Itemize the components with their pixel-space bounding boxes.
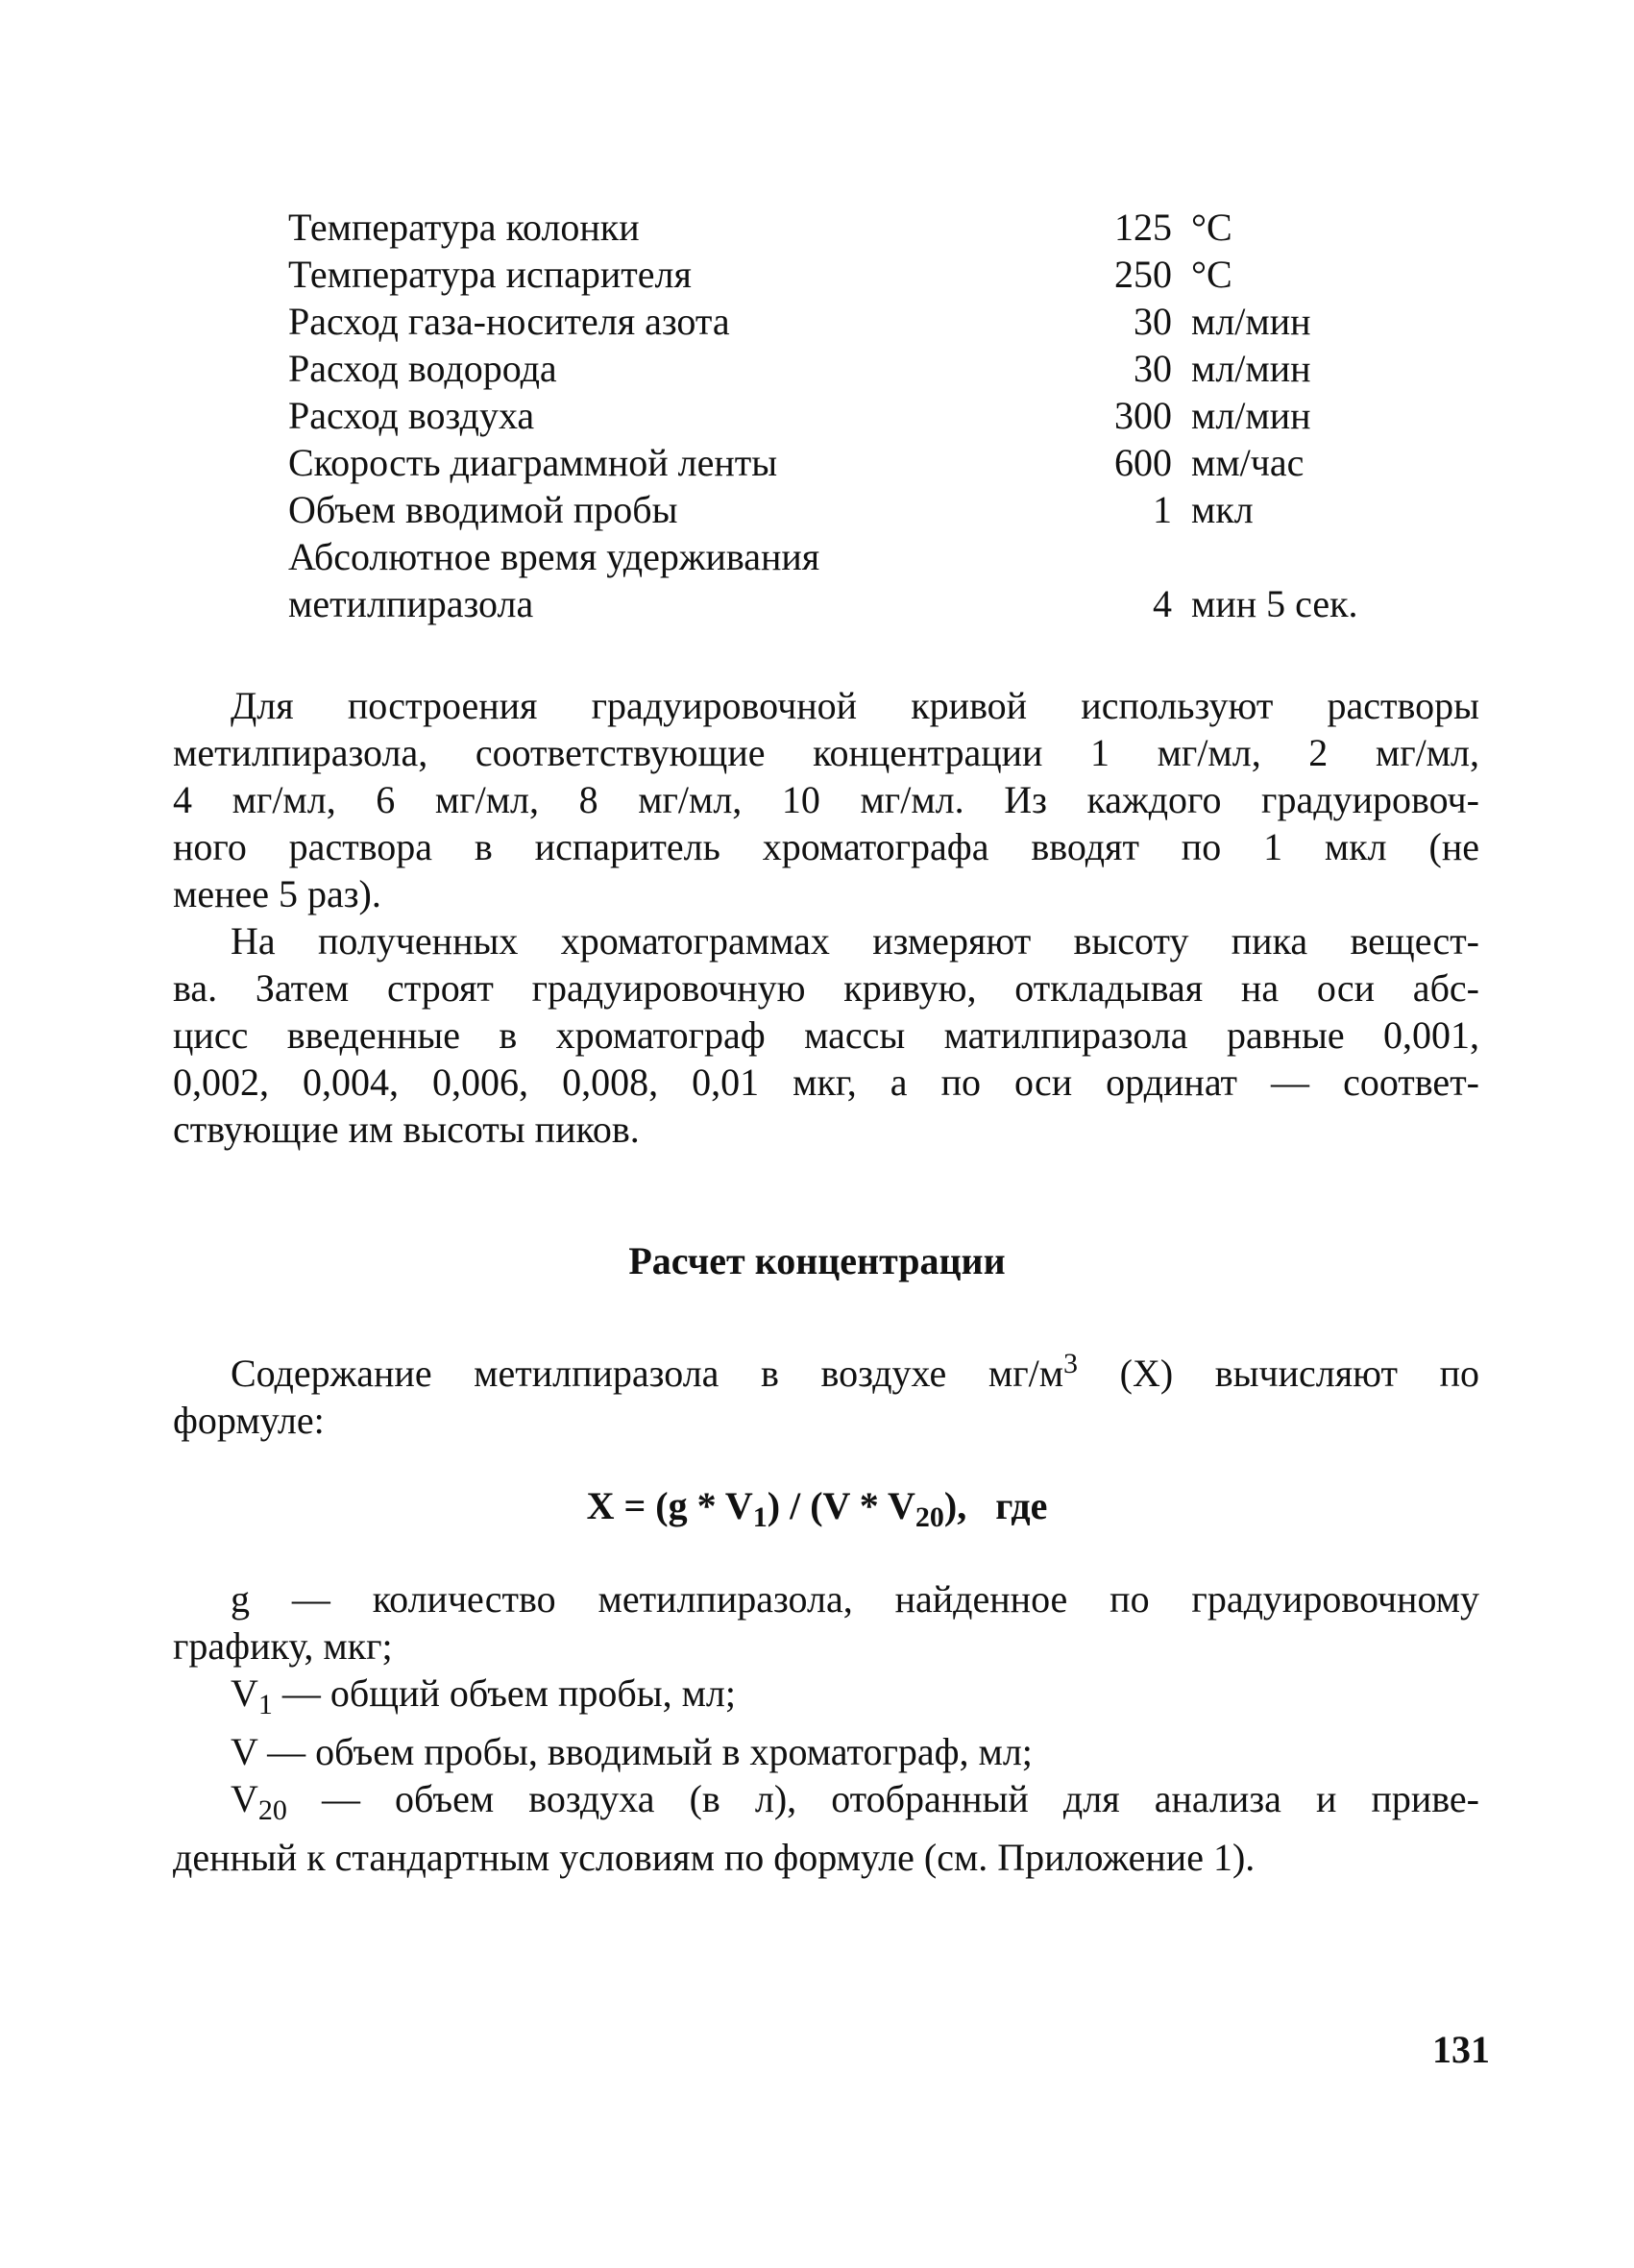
paragraph-line: ва. Затем строят градуировочную кривую, откладывая на оси абс- <box>173 966 1479 1010</box>
parameter-value: 1 <box>1153 488 1172 531</box>
formula-intro-paragraph <box>173 1340 1479 1444</box>
formula-left: X = (g * V <box>586 1484 753 1527</box>
paragraph-line: 0,002, 0,004, 0,006, 0,008, 0,01 мкг, а по оси ординат — соответ- <box>173 1061 1479 1104</box>
parameter-value: 600 <box>1114 441 1172 484</box>
formula-subscript-20: 20 <box>915 1501 944 1533</box>
formula-subscript-1: 1 <box>752 1501 768 1533</box>
parameter-unit: °C <box>1191 206 1232 249</box>
parameter-label: Расход воздуха <box>288 394 535 437</box>
parameter-row <box>288 251 1422 298</box>
parameter-row <box>288 298 1422 345</box>
parameter-unit: °C <box>1191 253 1232 296</box>
v20-symbol: V <box>231 1777 258 1820</box>
parameter-unit: мл/мин <box>1191 347 1311 390</box>
parameter-value: 125 <box>1114 206 1172 249</box>
intro-text-suffix: (X) вычисляют по <box>1078 1352 1480 1395</box>
v20-subscript: 20 <box>257 1794 287 1826</box>
parameter-value: 30 <box>1134 347 1172 390</box>
parameter-row <box>288 486 1422 533</box>
definition-g-continued: графику, мкг; <box>173 1624 393 1668</box>
parameter-value: 4 <box>1153 582 1172 625</box>
paragraph-line: На полученных хроматограммах измеряют высоту пика вещест- <box>231 919 1479 963</box>
v1-subscript: 1 <box>257 1689 273 1720</box>
paragraph-line: цисс введенные в хроматограф массы матилпиразола равные 0,001, <box>173 1013 1479 1057</box>
parameter-unit: мл/мин <box>1191 394 1311 437</box>
parameter-label: Расход газа-носителя азота <box>288 300 730 343</box>
v20-text: — объем воздуха (в л), отобранный для анализа и приве- <box>286 1777 1479 1820</box>
paragraph-line: метилпиразола, соответствующие концентрации 1 мг/мл, 2 мг/мл, <box>173 731 1479 774</box>
definitions-block <box>173 1575 1479 1881</box>
v1-symbol: V <box>231 1671 258 1715</box>
parameters-table <box>288 204 1422 627</box>
paragraph-line: ствующие им высоты пиков. <box>173 1108 640 1151</box>
definition-v1 <box>173 1670 1479 1728</box>
parameter-value: 30 <box>1134 300 1172 343</box>
parameter-label: метилпиразола <box>288 582 534 625</box>
formula-right: ), где <box>943 1484 1048 1527</box>
parameter-unit: мм/час <box>1191 441 1305 484</box>
parameter-row <box>288 439 1422 486</box>
section-heading: Расчет концентрации <box>628 1239 1006 1282</box>
parameter-label: Расход водорода <box>288 347 557 390</box>
parameter-row <box>288 580 1422 627</box>
paragraph-line: 4 мг/мл, 6 мг/мл, 8 мг/мл, 10 мг/мл. Из каждого градуировоч- <box>173 778 1479 821</box>
parameter-value: 300 <box>1114 394 1172 437</box>
unit-exponent: 3 <box>1063 1348 1079 1379</box>
parameter-row <box>288 533 1422 580</box>
parameter-unit: мин 5 сек. <box>1191 582 1358 625</box>
paragraph-line: формуле: <box>173 1399 325 1442</box>
definition-v20 <box>173 1775 1479 1834</box>
paragraph-line: менее 5 раз). <box>173 872 381 915</box>
definition-v: V — объем пробы, вводимый в хроматограф, мл; <box>231 1730 1033 1773</box>
definition-v20-continued: денный к стандартным условиям по формуле (см. Приложение 1). <box>173 1836 1256 1879</box>
parameter-label: Абсолютное время удерживания <box>288 535 820 578</box>
parameter-label: Скорость диаграммной ленты <box>288 441 778 484</box>
parameter-label: Объем вводимой пробы <box>288 488 678 531</box>
parameter-label: Температура колонки <box>288 206 640 249</box>
parameter-row <box>288 345 1422 392</box>
paragraph-line <box>173 1340 1479 1397</box>
parameter-row <box>288 204 1422 251</box>
parameter-label: Температура испарителя <box>288 253 692 296</box>
parameter-unit: мкл <box>1191 488 1254 531</box>
concentration-formula <box>0 1477 1634 1547</box>
measurement-paragraph <box>173 917 1479 1153</box>
parameter-value: 250 <box>1114 253 1172 296</box>
parameter-unit: мл/мин <box>1191 300 1311 343</box>
v1-text: — общий объем пробы, мл; <box>272 1671 736 1715</box>
intro-text: Содержание метилпиразола в воздухе мг/м <box>231 1352 1064 1395</box>
page-number: 131 <box>1432 2028 1490 2071</box>
parameter-row <box>288 392 1422 439</box>
definition-g: g — количество метилпиразола, найденное по градуировочному <box>231 1577 1479 1621</box>
paragraph-line: ного раствора в испаритель хроматографа вводят по 1 мкл (не <box>173 825 1479 868</box>
formula-middle: ) / (V * V <box>767 1484 915 1527</box>
paragraph-line: Для построения градуировочной кривой используют растворы <box>231 684 1479 727</box>
calibration-paragraph <box>173 682 1479 917</box>
